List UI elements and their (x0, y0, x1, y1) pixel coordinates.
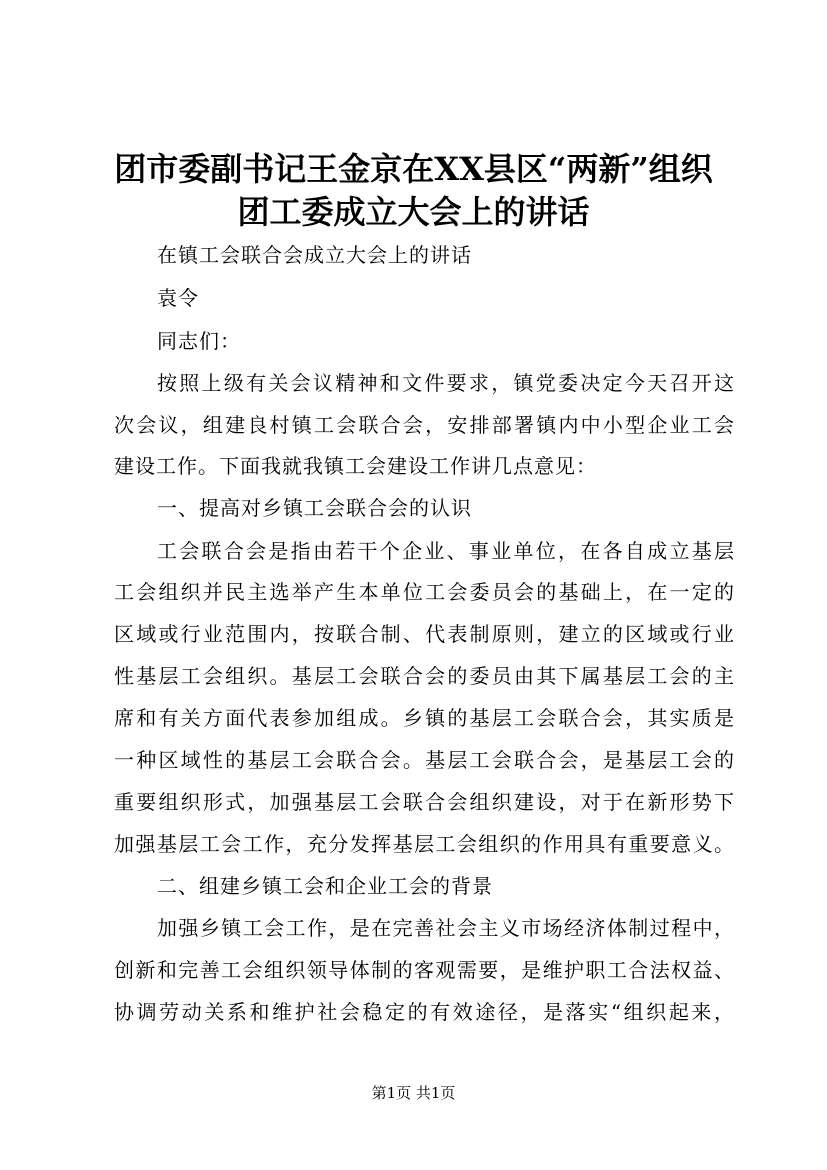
paragraph-line: 加强乡镇工会工作，是在完善社会主义市场经济体制过程中， (157, 916, 735, 940)
paragraph-line: 加强基层工会工作，充分发挥基层工会组织的作用具有重要意义。 (114, 832, 735, 856)
section-heading-2: 二、组建乡镇工会和企业工会的背景 (157, 874, 493, 898)
paragraph-line: 按照上级有关会议精神和文件要求，镇党委决定今天召开这 (157, 371, 735, 395)
paragraph-line: 性基层工会组织。基层工会联合会的委员由其下属基层工会的主 (114, 664, 735, 688)
paragraph-line: 工会组织并民主选举产生本单位工会委员会的基础上，在一定的 (114, 580, 735, 604)
document-title-line-1: 团市委副书记王金京在XX县区“两新”组织 (114, 150, 713, 188)
salutation: 同志们： (157, 329, 241, 353)
paragraph-line: 一种区域性的基层工会联合会。基层工会联合会，是基层工会的 (114, 748, 735, 772)
paragraph-line: 区域或行业范围内，按联合制、代表制原则，建立的区域或行业 (114, 622, 735, 646)
section-heading-1: 一、提高对乡镇工会联合会的认识 (157, 496, 472, 520)
document-subtitle: 在镇工会联合会成立大会上的讲话 (157, 243, 472, 267)
author-name: 袁令 (157, 286, 199, 310)
paragraph-line: 协调劳动关系和维护社会稳定的有效途径，是落实“组织起来， (114, 1000, 735, 1024)
paragraph-line: 重要组织形式，加强基层工会联合会组织建设，对于在新形势下 (114, 790, 735, 814)
document-title-line-2: 团工委成立大会上的讲话 (237, 193, 590, 231)
paragraph-line: 建设工作。下面我就我镇工会建设工作讲几点意见： (114, 454, 597, 478)
page-number-footer: 第1页 共1页 (371, 1084, 456, 1102)
paragraph-line: 席和有关方面代表参加组成。乡镇的基层工会联合会，其实质是 (114, 706, 735, 730)
paragraph-line: 工会联合会是指由若干个企业、事业单位，在各自成立基层 (157, 539, 735, 563)
paragraph-line: 创新和完善工会组织领导体制的客观需要，是维护职工合法权益、 (114, 958, 735, 982)
paragraph-line: 次会议，组建良村镇工会联合会，安排部署镇内中小型企业工会 (114, 413, 735, 437)
